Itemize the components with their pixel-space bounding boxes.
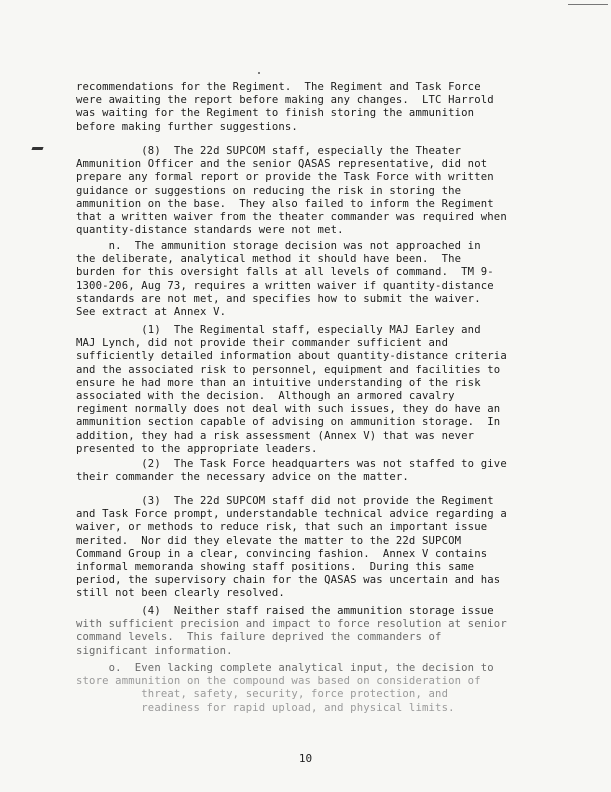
text-line: significant information. [76,644,233,657]
scan-artifact-line [568,4,608,5]
text-line: guidance or suggestions on reducing the risk in storing the [76,184,462,197]
text-line: before making further suggestions. [76,120,298,133]
text-line: sufficiently detailed information about quantity-distance criteria [76,350,507,363]
page-number: 10 [298,752,313,765]
text-line: addition, they had a risk assessment (Annex V) that was never [76,429,475,442]
paragraph-item-n [76,240,592,319]
text-line: burden for this oversight falls at all levels of command. TM 9- [76,266,494,279]
text-line: readiness for rapid upload, and physical limits. [76,701,455,714]
text-line: prepare any formal report or provide the Task Force with written [76,171,494,184]
text-line: merited. Nor did they elevate the matter to the 22d SUPCOM [76,534,462,547]
text-line: Ammunition Officer and the senior QASAS representative, did not [76,158,488,171]
paragraph-item-n1 [76,324,592,456]
text-line: (8) The 22d SUPCOM staff, especially the Theater [76,145,462,157]
text-line: waiver, or methods to reduce risk, that such an important issue [76,521,488,534]
paragraph-item-n2 [76,458,592,484]
text-line: Command Group in a clear, convincing fashion. Annex V contains [76,547,488,560]
paragraph-item-n3 [76,495,592,601]
text-line: o. Even lacking complete analytical input, the decision to [76,662,494,674]
paragraph-item-o [76,662,592,715]
margin-mark [31,147,43,150]
text-line: MAJ Lynch, did not provide their commander sufficient and [76,337,449,350]
text-line: ammunition on the base. They also failed to inform the Regiment [76,197,494,210]
text-line: their commander the necessary advice on the matter. [76,471,409,484]
text-line: See extract at Annex V. [76,306,227,319]
text-line: was waiting for the Regiment to finish storing the ammunition [76,107,475,120]
text-line: the deliberate, analytical method it should have been. The [76,253,462,266]
text-line: recommendations for the Regiment. The Regiment and Task Force [76,81,481,93]
text-line: (4) Neither staff raised the ammunition storage issue [76,605,494,617]
text-line: still not been clearly resolved. [76,587,285,600]
paragraph-item-8 [76,145,592,237]
paragraph-continuation [76,81,592,134]
text-line: ammunition section capable of advising on ammunition storage. In [76,416,501,429]
text-line: and the associated risk to personnel, equipment and facilities to [76,363,501,376]
paragraph-item-n4 [76,605,592,658]
text-line: were awaiting the report before making any changes. LTC Harrold [76,94,494,107]
text-line: (3) The 22d SUPCOM staff did not provide the Regiment [76,495,494,507]
text-line: n. The ammunition storage decision was not approached in [76,240,481,252]
text-line: (2) The Task Force headquarters was not staffed to give [76,458,507,470]
text-line: (1) The Regimental staff, especially MAJ Earley and [76,324,481,336]
text-line: associated with the decision. Although an armored cavalry [76,390,455,403]
text-line: threat, safety, security, force protection, and [76,688,449,701]
text-line: 1300-206, Aug 73, requires a written waiver if quantity-distance [76,279,494,292]
text-line: presented to the appropriate leaders. [76,442,318,455]
text-line: ensure he had more than an intuitive understanding of the risk [76,376,481,389]
text-line: regiment normally does not deal with such issues, they do have an [76,403,501,416]
text-line: standards are not met, and specifies how to submit the waiver. [76,292,481,305]
text-line: informal memoranda showing staff positions. During this same [76,561,475,574]
scan-speck [258,72,260,74]
text-line: and Task Force prompt, understandable technical advice regarding a [76,508,507,521]
text-line: store ammunition on the compound was based on consideration of [76,675,481,688]
text-line: quantity-distance standards were not met. [76,224,344,237]
text-line: with sufficient precision and impact to force resolution at senior [76,618,507,631]
text-line: that a written waiver from the theater commander was required when [76,211,507,224]
text-line: period, the supervisory chain for the QASAS was uncertain and has [76,574,501,587]
text-line: command levels. This failure deprived the commanders of [76,631,442,644]
